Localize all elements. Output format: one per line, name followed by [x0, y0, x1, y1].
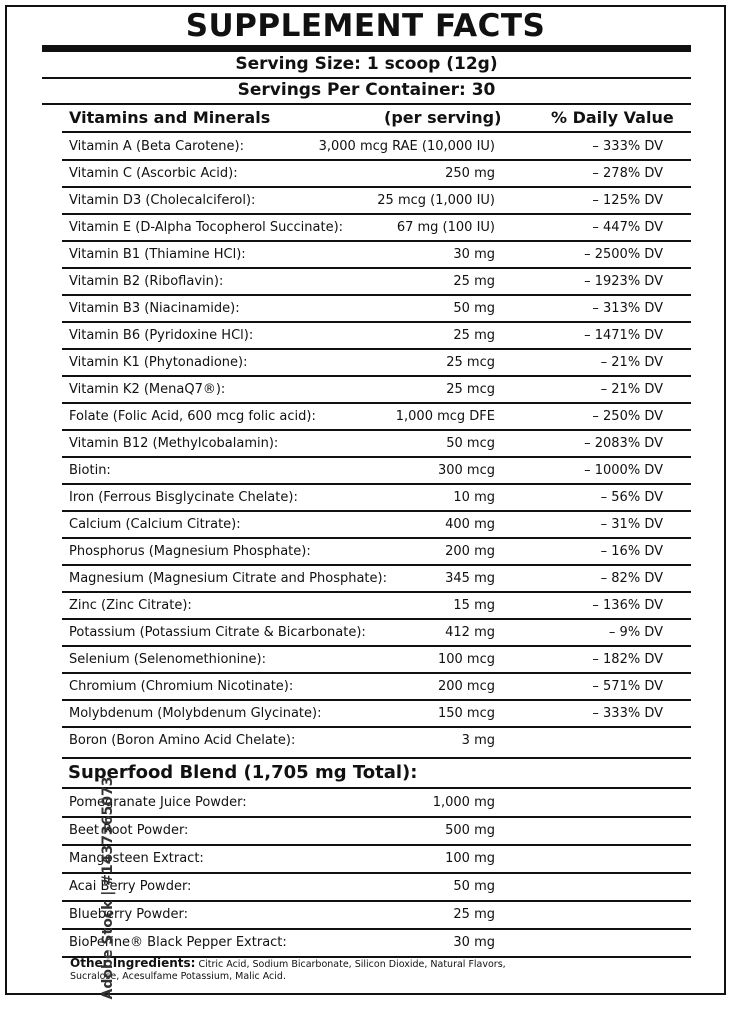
nutrient-name: Magnesium (Magnesium Citrate and Phosphate):	[69, 571, 387, 586]
nutrient-row	[62, 538, 691, 565]
nutrient-amount: 1,000 mcg DFE	[395, 409, 495, 424]
nutrient-row	[62, 700, 691, 727]
nutrient-daily-value: – 447% DV	[592, 220, 663, 235]
nutrient-name: Vitamin C (Ascorbic Acid):	[69, 166, 238, 181]
nutrient-amount: 200 mcg	[437, 679, 495, 694]
nutrient-daily-value: – 333% DV	[592, 139, 663, 154]
nutrient-row	[62, 322, 691, 349]
nutrient-row	[62, 592, 691, 619]
nutrient-row	[62, 511, 691, 538]
nutrient-name: Vitamin E (D-Alpha Tocopherol Succinate):	[69, 220, 344, 235]
nutrient-daily-value: – 182% DV	[592, 652, 663, 667]
nutrient-row	[62, 484, 691, 511]
blend-ingredient-amount: 100 mg	[445, 851, 495, 866]
blend-ingredient-name: Blueberry Powder:	[69, 907, 189, 922]
blend-ingredient-name: Mangosteen Extract:	[69, 851, 204, 866]
nutrient-amount: 250 mg	[445, 166, 495, 181]
nutrient-amount: 15 mg	[453, 598, 495, 613]
nutrient-amount: 412 mg	[445, 625, 495, 640]
nutrient-row	[62, 241, 691, 268]
nutrient-row	[62, 646, 691, 673]
divider	[42, 77, 691, 79]
nutrient-amount: 25 mcg	[446, 355, 495, 370]
nutrient-amount: 50 mg	[453, 301, 495, 316]
nutrient-name: Molybdenum (Molybdenum Glycinate):	[69, 706, 322, 721]
nutrient-daily-value: – 21% DV	[600, 355, 663, 370]
top-thick-rule	[42, 45, 691, 52]
nutrient-daily-value: – 21% DV	[600, 382, 663, 397]
nutrient-name: Vitamin B12 (Methylcobalamin):	[69, 436, 279, 451]
nutrient-name: Phosphorus (Magnesium Phosphate):	[69, 544, 311, 559]
nutrient-daily-value: – 278% DV	[592, 166, 663, 181]
blend-ingredient-name: Pomegranate Juice Powder:	[69, 795, 247, 810]
blend-row	[62, 929, 691, 956]
nutrient-row	[62, 349, 691, 376]
blend-ingredient-amount: 50 mg	[453, 879, 495, 894]
blend-row	[62, 845, 691, 872]
nutrient-daily-value: – 31% DV	[600, 517, 663, 532]
blend-ingredient-amount: 25 mg	[453, 907, 495, 922]
nutrient-row	[62, 727, 691, 754]
nutrient-daily-value: – 1000% DV	[584, 463, 663, 478]
nutrient-row	[62, 268, 691, 295]
nutrient-amount: 345 mg	[445, 571, 495, 586]
nutrient-row	[62, 430, 691, 457]
nutrient-daily-value: – 2500% DV	[584, 247, 663, 262]
nutrient-name: Potassium (Potassium Citrate & Bicarbonate):	[69, 625, 366, 640]
blend-title: Superfood Blend (1,705 mg Total):	[68, 762, 418, 783]
label-title: SUPPLEMENT FACTS	[185, 8, 546, 44]
nutrient-daily-value: – 125% DV	[592, 193, 663, 208]
nutrient-name: Vitamin B6 (Pyridoxine HCl):	[69, 328, 254, 343]
header-per-serving: (per serving)	[384, 108, 502, 127]
blend-ingredient-amount: 30 mg	[453, 935, 495, 950]
nutrient-name: Vitamin D3 (Cholecalciferol):	[69, 193, 256, 208]
blend-ingredient-amount: 1,000 mg	[432, 795, 495, 810]
header-daily-value: % Daily Value	[551, 108, 674, 127]
nutrient-amount: 25 mg	[453, 328, 495, 343]
nutrient-amount: 3,000 mcg RAE (10,000 IU)	[318, 139, 495, 154]
nutrient-row	[62, 160, 691, 187]
nutrient-amount: 25 mcg	[446, 382, 495, 397]
nutrient-name: Vitamin A (Beta Carotene):	[69, 139, 244, 154]
nutrient-name: Zinc (Zinc Citrate):	[69, 598, 192, 613]
blend-ingredient-name: Beet Root Powder:	[69, 823, 189, 838]
nutrient-name: Vitamin B3 (Niacinamide):	[69, 301, 240, 316]
nutrient-name: Chromium (Chromium Nicotinate):	[69, 679, 294, 694]
nutrient-row	[62, 457, 691, 484]
nutrient-name: Vitamin B2 (Riboflavin):	[69, 274, 224, 289]
nutrient-name: Vitamin K2 (MenaQ7®):	[69, 382, 226, 397]
nutrient-name: Boron (Boron Amino Acid Chelate):	[69, 733, 296, 748]
nutrient-daily-value: – 1471% DV	[584, 328, 663, 343]
blend-row	[62, 873, 691, 900]
divider	[62, 757, 691, 759]
nutrient-amount: 150 mcg	[437, 706, 495, 721]
nutrient-amount: 100 mcg	[437, 652, 495, 667]
nutrient-daily-value: – 333% DV	[592, 706, 663, 721]
blend-row	[62, 901, 691, 928]
blend-ingredient-name: BioPerine® Black Pepper Extract:	[69, 935, 287, 950]
divider	[42, 103, 691, 105]
nutrient-amount: 25 mcg (1,000 IU)	[377, 193, 495, 208]
serving-size: Serving Size: 1 scoop (12g)	[235, 54, 498, 74]
nutrient-daily-value: – 571% DV	[592, 679, 663, 694]
nutrient-daily-value: – 2083% DV	[584, 436, 663, 451]
nutrient-daily-value: – 56% DV	[600, 490, 663, 505]
nutrient-row	[62, 295, 691, 322]
nutrient-row	[62, 403, 691, 430]
nutrient-row	[62, 187, 691, 214]
nutrient-row	[62, 133, 691, 160]
servings-per-container: Servings Per Container: 30	[237, 80, 496, 100]
nutrient-daily-value: – 82% DV	[600, 571, 663, 586]
nutrient-name: Selenium (Selenomethionine):	[69, 652, 266, 667]
nutrient-name: Folate (Folic Acid, 600 mcg folic acid):	[69, 409, 316, 424]
nutrient-daily-value: – 136% DV	[592, 598, 663, 613]
nutrient-name: Vitamin B1 (Thiamine HCl):	[69, 247, 246, 262]
nutrient-row	[62, 376, 691, 403]
nutrient-row	[62, 565, 691, 592]
nutrient-name: Calcium (Calcium Citrate):	[69, 517, 241, 532]
watermark: Adobe Stock | #1437365073	[100, 776, 116, 1000]
nutrient-amount: 400 mg	[445, 517, 495, 532]
blend-ingredient-name: Acai Berry Powder:	[69, 879, 192, 894]
nutrient-row	[62, 673, 691, 700]
nutrient-name: Iron (Ferrous Bisglycinate Chelate):	[69, 490, 298, 505]
nutrient-name: Vitamin K1 (Phytonadione):	[69, 355, 248, 370]
other-ingredients	[70, 957, 520, 983]
nutrient-daily-value: – 313% DV	[592, 301, 663, 316]
other-ingredients-label: Other Ingredients:	[70, 956, 196, 970]
nutrient-row	[62, 214, 691, 241]
nutrient-amount: 300 mcg	[437, 463, 495, 478]
nutrient-amount: 25 mg	[453, 274, 495, 289]
nutrient-daily-value: – 250% DV	[592, 409, 663, 424]
nutrient-amount: 67 mg (100 IU)	[396, 220, 495, 235]
blend-ingredient-amount: 500 mg	[445, 823, 495, 838]
nutrient-name: Biotin:	[69, 463, 111, 478]
nutrient-daily-value: – 1923% DV	[584, 274, 663, 289]
blend-row	[62, 817, 691, 844]
blend-row	[62, 789, 691, 816]
nutrient-daily-value: – 9% DV	[608, 625, 663, 640]
nutrient-daily-value: – 16% DV	[600, 544, 663, 559]
other-ingredients-text: Citric Acid, Sodium Bicarbonate, Silicon Dioxide, Natural Flavors, Sucralose, Acesulfame Potassium, Malic Acid.	[70, 959, 506, 982]
nutrient-amount: 3 mg	[461, 733, 495, 748]
nutrient-amount: 10 mg	[453, 490, 495, 505]
nutrient-row	[62, 619, 691, 646]
nutrient-amount: 50 mcg	[446, 436, 495, 451]
header-vitamins-minerals: Vitamins and Minerals	[69, 108, 271, 127]
nutrient-amount: 200 mg	[445, 544, 495, 559]
nutrient-amount: 30 mg	[453, 247, 495, 262]
